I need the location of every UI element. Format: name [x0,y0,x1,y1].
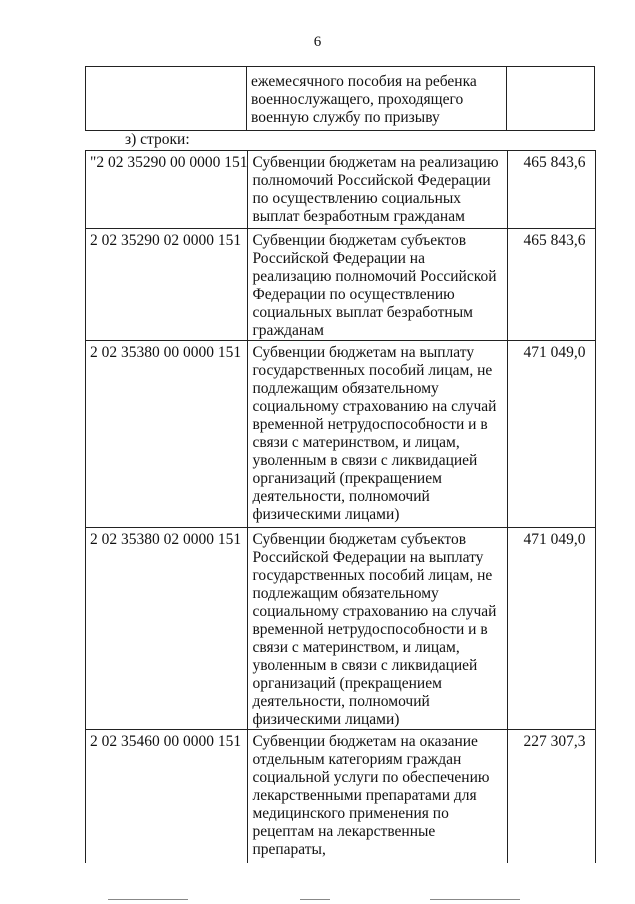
code-cell: 2 02 35380 02 0000 151 [86,528,248,730]
table-row [86,67,595,131]
table-row [86,730,596,864]
name-cell: Субвенции бюджетам субъектов Российской Федерации на реализацию полномочий Российской Федерации по осуществлению социальных выплат безработным гражданам [248,229,508,341]
name-cell: Субвенции бюджетам на реализацию полномочий Российской Федерации по осуществлению социальных выплат безработным гражданам [248,151,508,229]
code-cell: "2 02 35290 00 0000 151 [86,151,248,229]
table-row [86,151,596,229]
code-cell: 2 02 35460 00 0000 151 [86,730,248,864]
scan-edge-mark [430,899,520,900]
amount-cell: 465 843,6 [508,229,596,341]
amount-cell: 471 049,0 [508,528,596,730]
table-row [86,528,596,730]
scan-edge-mark [108,899,188,900]
code-cell: 2 02 35380 00 0000 151 [86,341,248,528]
section-label: з) строки: [125,131,190,148]
name-cell: Субвенции бюджетам субъектов Российской Федерации на выплату государственных пособий лицам, не подлежащим обязательному социальному страхованию на случай временной нетрудоспособности и в связи с материнством, и лицам, уволенным в связи с ликвидацией организаций (прекращением деятельности, полномочий физическими лицами) [248,528,508,730]
code-cell: 2 02 35290 02 0000 151 [86,229,248,341]
amount-cell: 465 843,6 [508,151,596,229]
name-cell: Субвенции бюджетам на оказание отдельным категориям граждан социальной услуги по обеспечению лекарственными препаратами для медицинского применения по рецептам на лекарственные препараты, [248,730,508,864]
code-cell [86,67,247,131]
table-row [86,341,596,528]
amount-cell [507,67,595,131]
scan-edge-mark [300,899,330,900]
continuation-table [85,66,595,131]
budget-table [85,150,596,863]
amount-cell: 471 049,0 [508,341,596,528]
page-number: 6 [313,34,322,50]
amount-cell: 227 307,3 [508,730,596,864]
table-row [86,229,596,341]
name-cell: Субвенции бюджетам на выплату государственных пособий лицам, не подлежащим обязательному социальному страхованию на случай временной нетрудоспособности и в связи с материнством, и лицам, уволенным в связи с ликвидацией организаций (прекращением деятельности, полномочий физическими лицами) [248,341,508,528]
name-cell: ежемесячного пособия на ребенка военнослужащего, проходящего военную службу по призыву [247,67,507,131]
